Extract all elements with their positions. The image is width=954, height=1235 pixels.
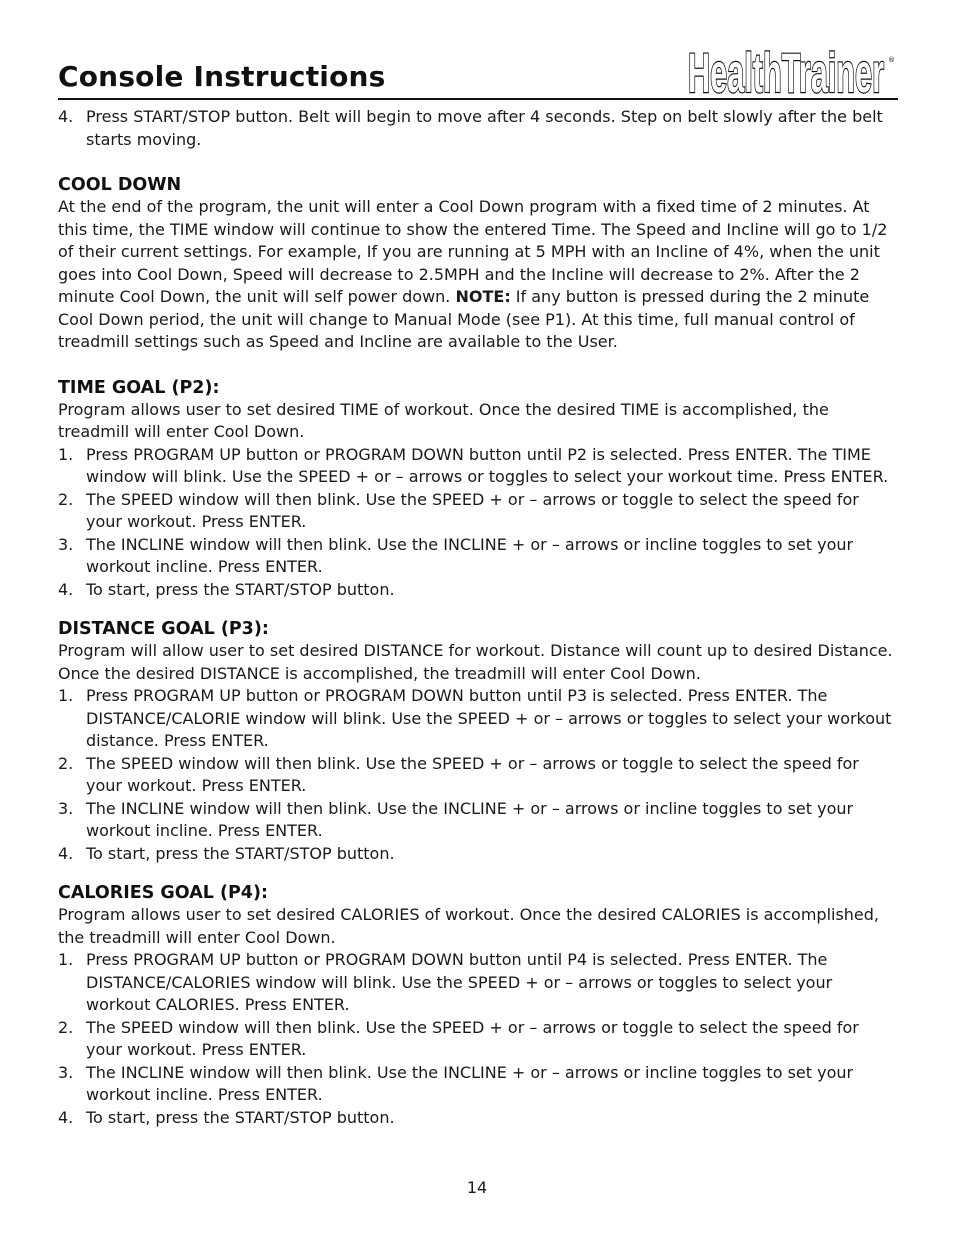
header-rule: [58, 98, 898, 100]
item-text: To start, press the START/STOP button.: [86, 579, 395, 599]
item-number: 1.: [58, 444, 74, 464]
svg-text:®: ®: [888, 56, 895, 64]
time-goal-intro: Program allows user to set desired TIME of workout. Once the desired TIME is accomplished, the treadmill will enter Cool Down.: [58, 399, 829, 441]
calories-goal-intro: Program allows user to set desired CALORIES of workout. Once the desired CALORIES is accomplished, the treadmill will enter Cool Down.: [58, 905, 880, 947]
page-body: [58, 106, 898, 1129]
note-label: NOTE:: [455, 287, 511, 306]
item-text: The SPEED window will then blink. Use the SPEED + or – arrows or toggle to select the speed for your workout. Press ENTER.: [86, 1017, 859, 1059]
list-item: [58, 798, 898, 843]
time-goal-steps: [58, 444, 898, 602]
item-number: 3.: [58, 1062, 74, 1082]
list-item: [58, 579, 898, 602]
item-text: Press START/STOP button. Belt will begin to move after 4 seconds. Step on belt slowly after the belt starts moving.: [86, 107, 883, 149]
item-number: 4.: [58, 843, 74, 863]
calories-goal-steps: [58, 949, 898, 1129]
list-item: [58, 949, 898, 1017]
item-number: 2.: [58, 489, 74, 509]
section-heading-distance-goal: DISTANCE GOAL (P3):: [58, 619, 269, 639]
list-item: [58, 1107, 898, 1130]
list-item: [58, 843, 898, 866]
item-text: Press PROGRAM UP button or PROGRAM DOWN button until P2 is selected. Press ENTER. The TIME window will blink. Use the SPEED + or – arrows or toggles to select your workout time. Press ENTER.: [86, 444, 889, 486]
item-text: Press PROGRAM UP button or PROGRAM DOWN button until P4 is selected. Press ENTER. The DISTANCE/CALORIES window will blink. Use the SPEED + or – arrows or toggles to select your workout CALORIES. Press ENTER.: [86, 950, 833, 1014]
list-item: [58, 685, 898, 753]
svg-text:HealthTrainer: HealthTrainer: [688, 48, 884, 98]
item-number: 4.: [58, 107, 74, 126]
list-item: [58, 534, 898, 579]
cool-down-body: [58, 196, 898, 354]
item-text: The INCLINE window will then blink. Use the INCLINE + or – arrows or incline toggles to set your workout incline. Press ENTER.: [86, 534, 854, 576]
item-text: Press PROGRAM UP button or PROGRAM DOWN button until P3 is selected. Press ENTER. The DISTANCE/CALORIE window will blink. Use the SPEED + or – arrows or toggles to select your workout distance. Press ENTER.: [86, 686, 892, 750]
healthtrainer-logo: [686, 48, 898, 98]
item-text: To start, press the START/STOP button.: [86, 1107, 395, 1127]
item-text: The SPEED window will then blink. Use the SPEED + or – arrows or toggle to select the speed for your workout. Press ENTER.: [86, 753, 859, 795]
list-item: [58, 1062, 898, 1107]
item-number: 3.: [58, 798, 74, 818]
list-item: [58, 1017, 898, 1062]
item-number: 4.: [58, 579, 74, 599]
section-heading-calories-goal: CALORIES GOAL (P4):: [58, 883, 268, 903]
item-text: The SPEED window will then blink. Use the SPEED + or – arrows or toggle to select the speed for your workout. Press ENTER.: [86, 489, 859, 531]
page-number: 14: [466, 1178, 488, 1197]
item-text: The INCLINE window will then blink. Use the INCLINE + or – arrows or incline toggles to set your workout incline. Press ENTER.: [86, 798, 854, 840]
note-text: If any button is pressed during the 2 minute Cool Down period, the unit will change to Manual Mode (see P1). At this time, full manual control of treadmill settings such as Speed and Incline are available to the User.: [58, 287, 870, 351]
item-number: 3.: [58, 534, 74, 554]
item-number: 1.: [58, 950, 74, 969]
section-heading-time-goal: TIME GOAL (P2):: [58, 377, 220, 398]
cool-down-text: At the end of the program, the unit will enter a Cool Down program with a fixed time of 2 minutes. At this time, the TIME window will continue to show the entered Time. The Speed and Incline will go to 1/2 of their current settings. For example, If you are running at 5 MPH with an Incline of 4%, when the unit goes into Cool Down, Speed will decrease to 2.5MPH and the Incline will decrease to 2%. After the 2 minute Cool Down, the unit will self power down.: [58, 197, 888, 306]
item-text: To start, press the START/STOP button.: [86, 843, 395, 863]
page-title: Console Instructions: [58, 60, 386, 93]
list-item: [58, 444, 898, 489]
item-number: 1.: [58, 686, 74, 705]
item-number: 2.: [58, 753, 74, 773]
distance-goal-intro: Program will allow user to set desired DISTANCE for workout. Distance will count up to desired Distance. Once the desired DISTANCE is accomplished, the treadmill will enter Cool Down.: [58, 641, 893, 683]
item-number: 4.: [58, 1107, 74, 1127]
item-number: 2.: [58, 1017, 74, 1037]
section-heading-cool-down: COOL DOWN: [58, 175, 182, 195]
item-text: The INCLINE window will then blink. Use the INCLINE + or – arrows or incline toggles to set your workout incline. Press ENTER.: [86, 1062, 854, 1104]
list-item: [58, 106, 898, 151]
page-header: [58, 48, 898, 100]
distance-goal-steps: [58, 685, 898, 865]
list-item: [58, 489, 898, 534]
list-item: [58, 753, 898, 798]
